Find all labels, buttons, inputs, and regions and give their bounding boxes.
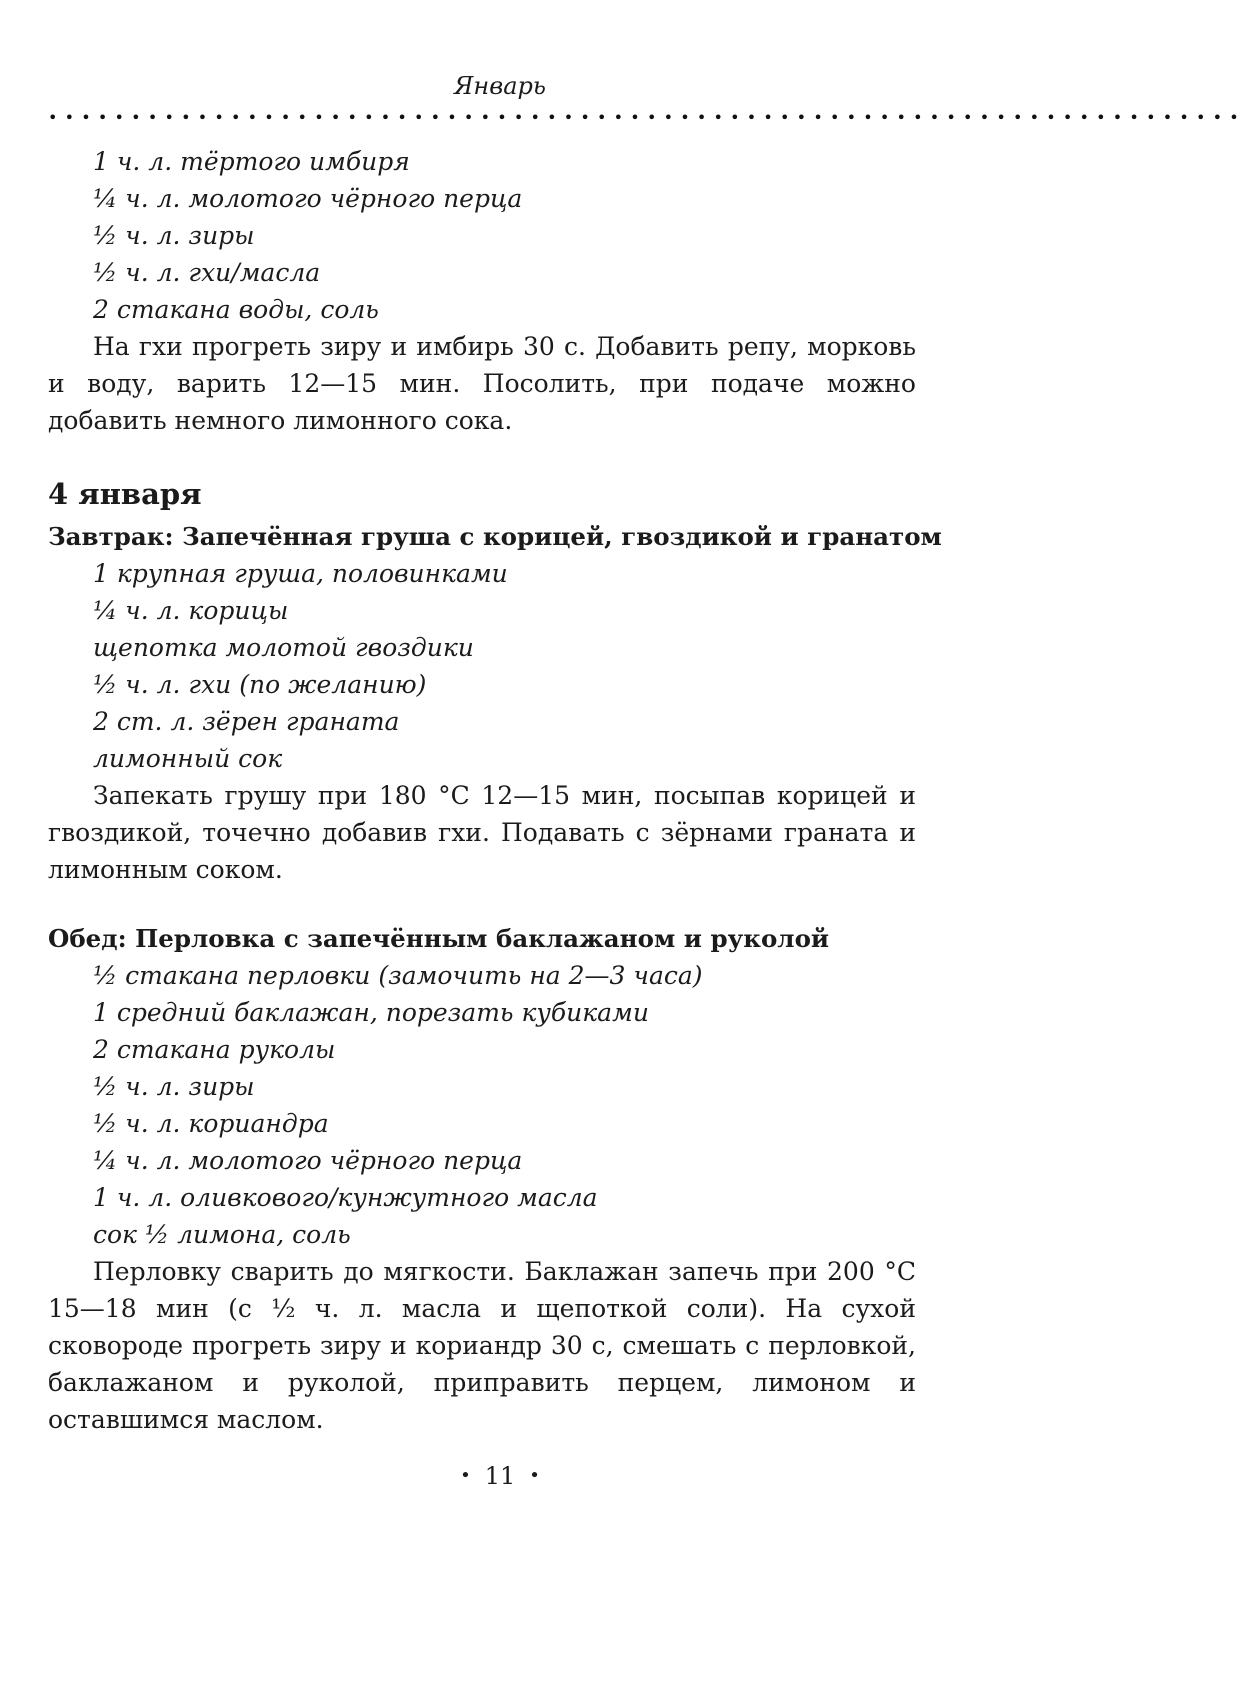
page-number: 11 — [484, 1462, 516, 1490]
ingredient-line: 2 ст. л. зёрен граната — [93, 707, 400, 736]
ingredient-line: 1 ч. л. оливкового/кунжутного масла — [93, 1183, 598, 1212]
recipe-instructions: Запекать грушу при 180 °С 12—15 мин, посыпав корицей и гвоздикой, точечно добавив гхи. Подавать с зёрнами граната и лимонным соком. — [48, 781, 916, 884]
ingredient-line: ½ ч. л. зиры — [93, 221, 255, 250]
ingredient-line: 2 стакана воды, соль — [93, 295, 379, 324]
ingredient-line: щепотка молотой гвоздики — [93, 633, 474, 662]
day-section — [48, 474, 916, 514]
ingredient-line: ½ ч. л. гхи (по желанию) — [93, 670, 427, 699]
dotted-divider: •••••••••••••••••••••••••••••••••••••••••••••••••••••••••••••••••••••••• — [48, 108, 1246, 127]
ingredient-line: ¼ ч. л. корицы — [93, 596, 289, 625]
page-footer — [0, 1462, 1000, 1490]
day-heading: 4 января — [48, 477, 202, 511]
breakfast-title: Завтрак: Запечённая груша с корицей, гвоздикой и гранатом — [48, 522, 942, 551]
ingredient-line: ¼ ч. л. молотого чёрного перца — [93, 1146, 523, 1175]
ingredient-line: 2 стакана руколы — [93, 1035, 336, 1064]
recipe-instructions: На гхи прогреть зиру и имбирь 30 с. Добавить репу, морковь и воду, варить 12—15 мин. Посолить, при подаче можно добавить немного лимонного сока. — [48, 332, 916, 435]
ingredient-line: ½ ч. л. кориандра — [93, 1109, 329, 1138]
ingredient-line: ½ ч. л. гхи/масла — [93, 258, 321, 287]
continued-recipe — [48, 143, 916, 439]
ingredient-line: лимонный сок — [93, 744, 283, 773]
ingredient-line: ¼ ч. л. молотого чёрного перца — [93, 184, 523, 213]
recipe-instructions: Перловку сварить до мягкости. Баклажан запечь при 200 °С 15—18 мин (с ½ ч. л. масла и щепоткой соли). На сухой сковороде прогреть зиру и кориандр 30 с, смешать с перловкой, баклажаном и руколой, приправить перцем, лимоном и оставшимся маслом. — [48, 1257, 916, 1434]
ingredient-line: 1 ч. л. тёртого имбиря — [93, 147, 410, 176]
ingredient-line: 1 крупная груша, половинками — [93, 559, 508, 588]
ingredient-line: ½ стакана перловки (замочить на 2—3 часа) — [93, 961, 703, 990]
ingredient-line: ½ ч. л. зиры — [93, 1072, 255, 1101]
footer-bullet-left: • — [460, 1465, 471, 1486]
running-head-title: Январь — [454, 72, 546, 100]
ingredient-line: сок ½ лимона, соль — [93, 1220, 351, 1249]
lunch-recipe — [48, 920, 916, 1438]
lunch-title: Обед: Перловка с запечённым баклажаном и руколой — [48, 924, 830, 953]
breakfast-recipe — [48, 518, 942, 888]
ingredient-line: 1 средний баклажан, порезать кубиками — [93, 998, 649, 1027]
footer-bullet-right: • — [529, 1465, 540, 1486]
